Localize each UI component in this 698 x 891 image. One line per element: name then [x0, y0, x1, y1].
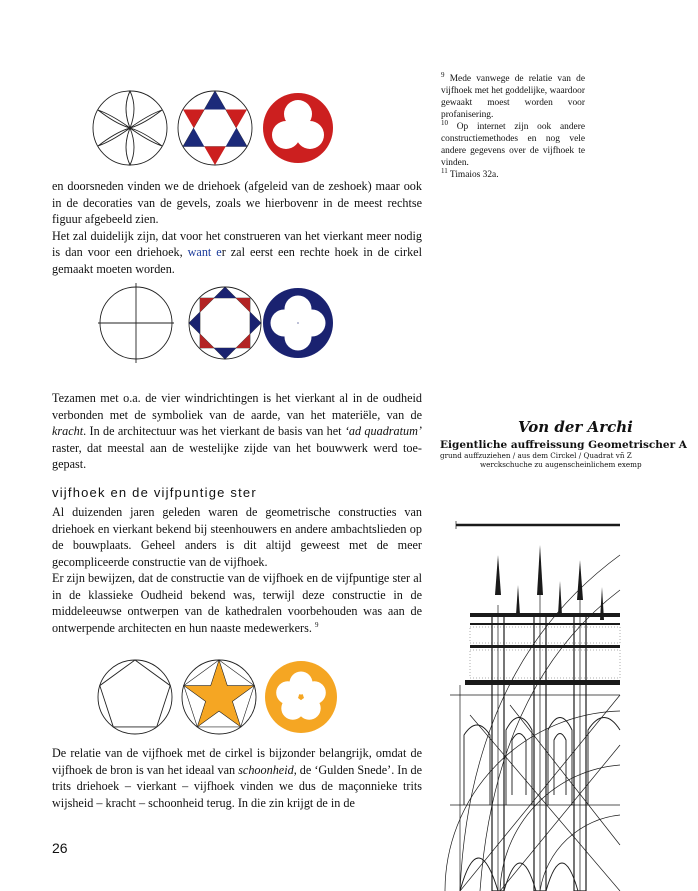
paragraph-3-text-c: raster, dat meestal aan de westelijke zijde van het bouwwerk werd toe-gepast.: [52, 440, 422, 471]
cathedral-engraving-image: [440, 515, 620, 891]
paragraph-golden-ratio: [52, 745, 422, 811]
footnote-10: [441, 118, 585, 169]
paragraph-pentagon: [52, 504, 422, 636]
paragraph-2: [52, 228, 422, 278]
print-line-3: werckschuche zu augenscheinlichem exemp: [480, 460, 642, 469]
paragraph-5-text: Er zijn bewijzen, dat de constructie van de vijfhoek en de vijfpuntige ster al in de klassieke Oudheid bekend was, terwijl deze constructie in de middeleeuwse ontwerpen van de kathedralen voorbehouden was aan de ontwerpende architecten en hun naaste medewerkers.: [52, 571, 422, 635]
paragraph-5: [52, 570, 422, 636]
paragraph-3-text-b: . In de architectuur was het vierkant de basis van het: [83, 424, 345, 438]
footnote-number: 10: [441, 118, 448, 127]
footnote-number: 11: [441, 166, 448, 175]
quatrefoil-figure: [263, 288, 333, 358]
paragraph-1: en doorsneden vinden we de driehoek (afgeleid van de zeshoek) maar ook in de decoraties van de gevels, zoals we hierbovenr in de meest rechtse figuur afgebeeld zien.: [52, 179, 422, 226]
footnote-number: 9: [441, 70, 445, 79]
paragraph-square: [52, 390, 422, 473]
pentagon-in-circle-figure: [98, 660, 172, 734]
footnote-ref-9[interactable]: 9: [314, 620, 319, 629]
footnotes: [441, 70, 585, 181]
print-line-2: grund auffzuziehen / aus dem Circkel / Quadrat vñ Z: [440, 451, 632, 460]
pentagram-figure: [182, 660, 256, 734]
paragraph-6: [52, 745, 422, 811]
footnote-text: Op internet zijn ook andere constructiemethodes en nog vele andere gegevens over de vijfhoek te vinden.: [441, 122, 585, 168]
pentagon-figures: [95, 655, 340, 739]
star-of-david-figure: [178, 91, 252, 165]
paragraph-2-link[interactable]: want e: [187, 245, 222, 259]
paragraph-3-italic: kracht: [52, 424, 84, 438]
footnote-11: [441, 166, 585, 181]
footnote-9: [441, 70, 585, 121]
hexafoil-flower-figure: [93, 91, 167, 165]
section-heading: vijfhoek en de vijfpuntige ster: [52, 485, 257, 500]
paragraph-3-italic-2: ‘ad quadratum’: [344, 424, 422, 438]
paragraph-4: Al duizenden jaren geleden waren de geometrische constructies van driehoek en vierkant bekend bij steenhouwers en andere ambachtslieden op de bouwplaats. Geheel anders is dit altijd geweest met de meer gecompliceerde constructie van de vijfhoek.: [52, 505, 422, 569]
page-number: 26: [52, 840, 68, 856]
octagram-figure: [189, 287, 261, 359]
paragraph-3-text-a: Tezamen met o.a. de vier windrichtingen is het vierkant al in de oudheid verbonden met de symboliek van de aarde, van het materiële, van de: [52, 391, 422, 422]
cinquefoil-figure: [265, 661, 337, 733]
paragraph-6-text-b: , de ‘Gulden Snede’. In de trits driehoek – vierkant – vijfhoek vinden we dus de maçonnieke trits wijsheid – kracht – schoonheid terug. In die zin krijgt de in de: [52, 762, 422, 810]
print-line-1: Eigentliche auffreissung Geometrischer A: [440, 439, 687, 451]
footnote-text: Timaios 32a.: [447, 170, 499, 180]
paragraph-2-text-a: Het zal duidelijk zijn, dat voor het construeren van het vierkant meer nodig is dan voor een driehoek,: [52, 228, 422, 259]
trefoil-figure: [263, 93, 333, 163]
paragraph-3: [52, 390, 422, 473]
cross-in-circle-figure: [98, 283, 174, 363]
triangle-figures: [90, 88, 330, 168]
historical-print-caption: [440, 418, 698, 469]
footnote-text: Mede vanwege de relatie van de vijfhoek met het goddelijke, waardoor gewaakt moest worden voor profanisering.: [441, 74, 585, 120]
paragraph-6-text-a: De relatie van de vijfhoek met de cirkel is bijzonder belangrijk, omdat de vijfhoek de bron is van het ideaal van: [52, 746, 422, 777]
paragraph-2-text-b: r zal eerst een rechte hoek in de cirkel gemaakt moeten worden.: [52, 245, 422, 276]
print-title: Von der Archi: [518, 418, 633, 436]
paragraph-6-italic: schoonheid: [238, 762, 294, 777]
square-figures: [98, 283, 334, 365]
paragraph-triangle: [52, 178, 422, 277]
